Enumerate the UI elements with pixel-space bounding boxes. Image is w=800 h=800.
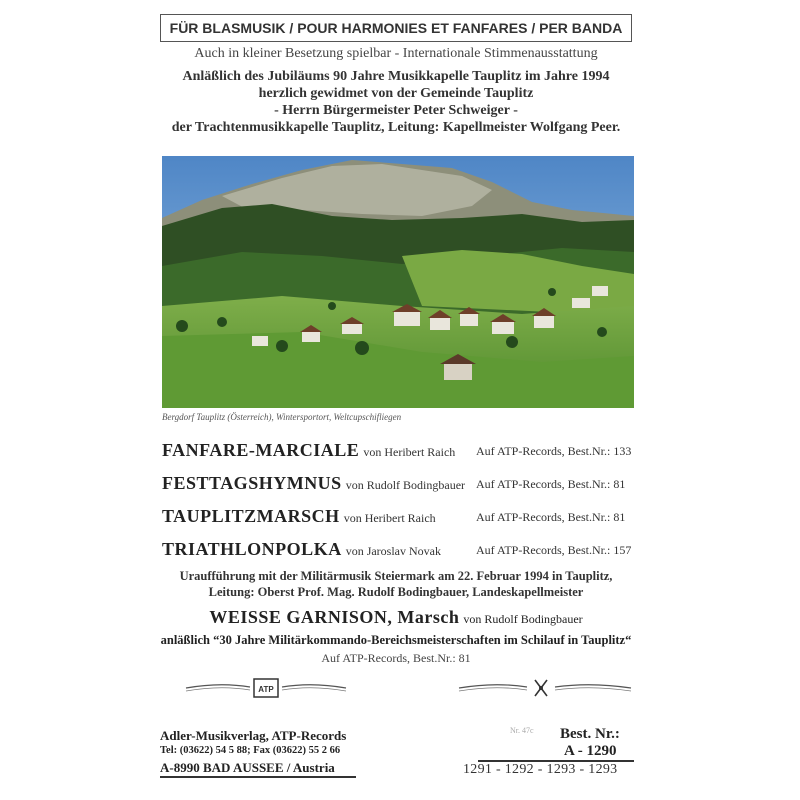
work-composer: von Rudolf Bodingbauer [345, 478, 466, 492]
work-title-text: TRIATHLONPOLKA [162, 539, 342, 559]
subtitle: Auch in kleiner Besetzung spielbar - Internationale Stimmenausstattung [194, 46, 598, 61]
premiere-line-2: Leitung: Oberst Prof. Mag. Rudolf Bodingbauer, Landeskapellmeister [208, 585, 584, 599]
work-title [162, 473, 465, 494]
dedication-line-2: herzlich gewidmet von der Gemeinde Tauplitz [258, 86, 534, 101]
publisher-phone: Tel: (03622) 54 5 88; Fax (03622) 55 2 66 [160, 745, 341, 756]
publisher-address: A-8990 BAD AUSSEE / Austria [160, 760, 335, 775]
weisse-record: Auf ATP-Records, Best.Nr.: 81 [321, 651, 471, 665]
weisse-composer: von Rudolf Bodingbauer [463, 612, 583, 626]
dedication-line-1: Anläßlich des Jubiläums 90 Jahre Musikkapelle Tauplitz im Jahre 1994 [182, 69, 610, 84]
work-record: Auf ATP-Records, Best.Nr.: 157 [476, 543, 632, 557]
dedication-line-3: - Herrn Bürgermeister Peter Schweiger - [274, 103, 518, 118]
work-composer: von Heribert Raich [363, 445, 456, 459]
header-banner [160, 14, 632, 42]
work-title [162, 539, 441, 560]
photo-caption: Bergdorf Tauplitz (Österreich), Wintersportort, Weltcupschifliegen [162, 412, 402, 422]
work-title-text: FESTTAGSHYMNUS [162, 473, 342, 493]
related-numbers: 1291 - 1292 - 1293 - 1293 [463, 762, 618, 777]
faint-stamp: Nr. 47c [510, 726, 534, 735]
landscape-illustration [162, 156, 634, 408]
weisse-title-text: WEISSE GARNISON, Marsch [209, 607, 460, 627]
atp-logo-text: ATP [258, 685, 274, 694]
publisher-name: Adler-Musikverlag, ATP-Records [160, 728, 347, 743]
eagle-logo-ornament [455, 676, 635, 700]
work-record: Auf ATP-Records, Best.Nr.: 81 [476, 510, 626, 524]
work-composer: von Jaroslav Novak [345, 544, 442, 558]
publisher-logo-ornament [180, 676, 352, 700]
work-title [162, 440, 455, 461]
work-title [162, 506, 436, 527]
work-title-text: TAUPLITZMARSCH [162, 506, 340, 526]
weisse-garnison-title [160, 607, 632, 628]
work-composer: von Heribert Raich [343, 511, 436, 525]
work-title-text: FANFARE-MARCIALE [162, 440, 360, 460]
order-number: A - 1290 [564, 743, 617, 759]
village-photo [162, 156, 634, 408]
publisher-divider [160, 776, 356, 778]
work-record: Auf ATP-Records, Best.Nr.: 81 [476, 477, 626, 491]
work-record: Auf ATP-Records, Best.Nr.: 133 [476, 444, 632, 458]
order-label: Best. Nr.: [560, 726, 620, 742]
weisse-occasion: anläßlich “30 Jahre Militärkommando-Bereichsmeisterschaften im Schilauf in Tauplitz“ [160, 633, 632, 647]
premiere-line-1: Uraufführung mit der Militärmusik Steiermark am 22. Februar 1994 in Tauplitz, [179, 569, 613, 583]
dedication-line-4: der Trachtenmusikkapelle Tauplitz, Leitung: Kapellmeister Wolfgang Peer. [171, 120, 621, 135]
header-banner-text: FÜR BLASMUSIK / POUR HARMONIES ET FANFARES / PER BANDA [169, 20, 623, 36]
